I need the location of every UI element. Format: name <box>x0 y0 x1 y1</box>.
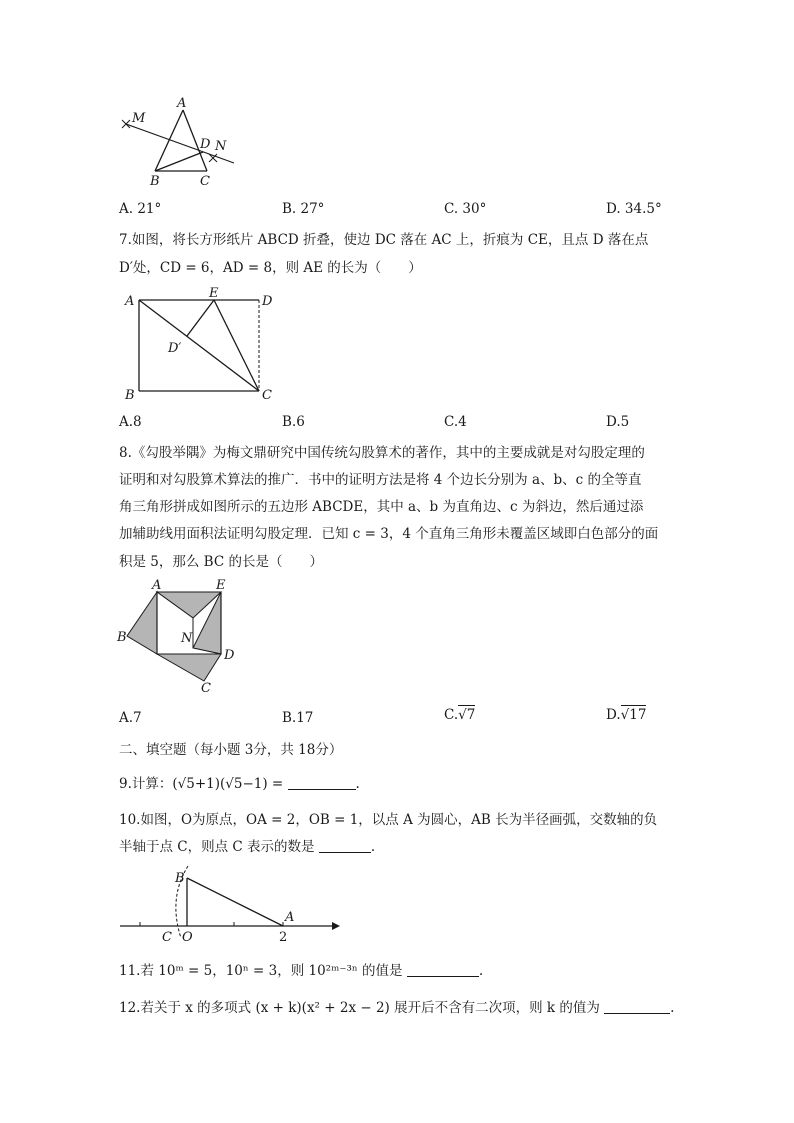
q12-text: 12.若关于 x 的多项式 (x + k)(x² + 2x − 2) 展开后不含有二次项，则 k 的值为 . <box>119 1000 675 1016</box>
label-A: A <box>125 294 135 309</box>
label-A: A <box>177 96 187 111</box>
q7-option-c[interactable]: C.4 <box>444 414 467 430</box>
label-D: D <box>262 294 273 309</box>
q8-option-c[interactable] <box>444 707 475 723</box>
q11-text: 11.若 10ᵐ = 5，10ⁿ = 3，则 10²ᵐ⁻³ⁿ 的值是 . <box>119 963 484 979</box>
label-E: E <box>209 286 219 301</box>
label-N: N <box>181 631 193 646</box>
sqrt-radicand: √7 <box>458 707 476 723</box>
label-E: E <box>216 578 226 593</box>
q11-answer-blank[interactable] <box>407 962 479 977</box>
q8-text-line2: 证明和对勾股算术算法的推广．书中的证明方法是将 4 个边长分别为 a、b、c 的全等直 <box>119 472 642 488</box>
q7-text-line2: D′处，CD = 6，AD = 8，则 AE 的长为（ ） <box>119 260 422 276</box>
label-D: D <box>200 137 211 152</box>
q12-answer-blank[interactable] <box>604 999 670 1014</box>
label-A: A <box>285 910 295 925</box>
label-A: A <box>152 578 162 593</box>
q8-option-d-prefix: D. <box>606 707 621 723</box>
q7-option-a[interactable]: A.8 <box>119 414 142 430</box>
q8-text-line4: 加辅助线用面积法证明勾股定理．已知 c = 3，4 个直角三角形未覆盖区域即白色部分的面 <box>119 526 659 542</box>
q10-text-line1: 10.如图，O为原点，OA = 2，OB = 1，以点 A 为圆心，AB 长为半径画弧，交数轴的负 <box>119 812 658 828</box>
q10-text-line2: 半轴于点 C，则点 C 表示的数是 . <box>119 839 376 855</box>
label-B: B <box>117 630 127 645</box>
q6-option-d[interactable]: D. 34.5° <box>606 201 662 217</box>
q9-answer-blank[interactable] <box>288 775 356 790</box>
q6-option-c[interactable]: C. 30° <box>444 201 487 217</box>
q8-option-c-prefix: C. <box>444 707 459 723</box>
label-O: O <box>182 930 193 945</box>
label-C: C <box>262 388 272 403</box>
q8-text-line3: 角三角形拼成如图所示的五边形 ABCDE，其中 a、b 为直角边、c 为斜边，然后通过添 <box>119 499 644 515</box>
q7-option-d[interactable]: D.5 <box>606 414 630 430</box>
tick-label-2: 2 <box>279 930 288 945</box>
section-2-heading: 二、填空题（每小题 3分，共 18分） <box>119 742 343 758</box>
q8-text-line5: 积是 5，那么 BC 的长是（ ） <box>119 554 323 570</box>
label-B: B <box>150 174 160 189</box>
q10-answer-blank[interactable] <box>319 838 371 853</box>
q6-option-a[interactable]: A. 21° <box>119 201 162 217</box>
label-B: B <box>175 871 185 886</box>
label-N: N <box>215 139 227 154</box>
q8-option-d[interactable] <box>606 707 646 723</box>
label-C: C <box>162 930 172 945</box>
sqrt-radicand: √17 <box>620 707 647 723</box>
q6-triangle-figure <box>110 95 250 189</box>
q8-pentagon-figure <box>117 578 247 696</box>
q9-text: 9.计算：(√5+1)(√5−1) = . <box>119 776 360 792</box>
label-D: D <box>224 648 235 663</box>
q8-option-b[interactable]: B.17 <box>282 710 314 726</box>
q6-option-b[interactable]: B. 27° <box>282 201 325 217</box>
label-M: M <box>132 111 146 126</box>
q7-option-b[interactable]: B.6 <box>282 414 305 430</box>
label-B: B <box>125 388 135 403</box>
q8-text-line1: 8.《勾股举隅》为梅文鼎研究中国传统勾股算术的著作，其中的主要成就是对勾股定理的 <box>119 445 645 461</box>
q8-option-a[interactable]: A.7 <box>119 710 142 726</box>
q10-number-line-figure <box>118 858 348 943</box>
label-D-prime: D′ <box>168 341 182 356</box>
q7-text-line1: 7.如图，将长方形纸片 ABCD 折叠，使边 DC 落在 AC 上，折痕为 CE，且点 D 落在点 <box>119 232 649 248</box>
q7-rectangle-figure <box>120 288 290 403</box>
label-C: C <box>200 174 210 189</box>
label-C: C <box>201 681 211 696</box>
